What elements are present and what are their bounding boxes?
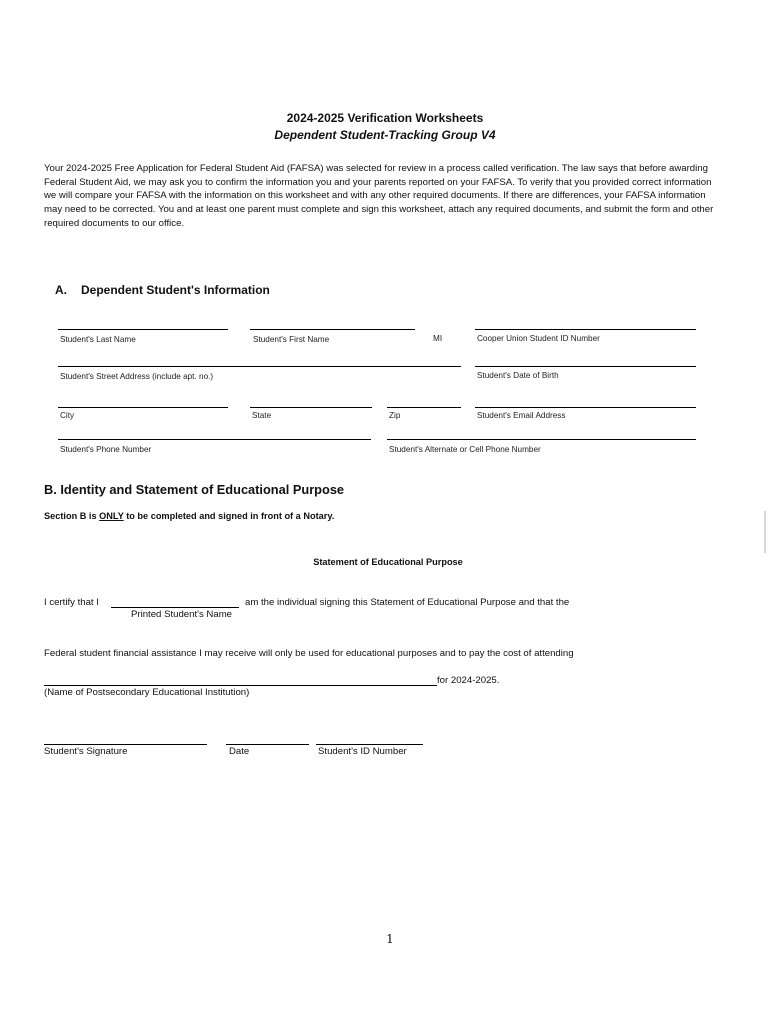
section-a-letter: A. [55, 283, 67, 297]
notary-emphasis: ONLY [99, 511, 124, 521]
notary-prefix: Section B is [44, 511, 100, 521]
section-a-title: Dependent Student's Information [81, 283, 270, 297]
document-title: 2024-2025 Verification Worksheets [286, 111, 484, 125]
student-id-field[interactable] [475, 329, 696, 330]
alt-phone-label: Student's Alternate or Cell Phone Number [389, 445, 541, 454]
street-address-field[interactable] [58, 366, 461, 367]
certify-suffix: am the individual signing this Statement of Educational Purpose and that the [245, 597, 570, 608]
intro-paragraph: Your 2024-2025 Free Application for Federal Student Aid (FAFSA) was selected for review in a process called verification. The law says that before awarding Federal Student Aid, we may ask you to confirm the information you and your parents reported on your FAFSA. To verify that you provided correct information we will compare your FAFSA with the information on this worksheet and with any other required documents. If there are differences, your FAFSA information may need to be corrected. You and at least one parent must complete and sign this worksheet, attach any required documents, and submit the form and other required documents to our office. [44, 163, 714, 229]
signature-label: Student's Signature [44, 746, 128, 757]
phone-field[interactable] [58, 439, 371, 440]
certify-prefix: I certify that I [44, 597, 99, 608]
notary-notice [44, 511, 334, 521]
printed-name-field[interactable] [111, 607, 239, 608]
state-label: State [252, 411, 272, 420]
first-name-field[interactable] [250, 329, 415, 330]
document-subtitle: Dependent Student-Tracking Group V4 [274, 128, 496, 142]
zip-label: Zip [389, 411, 401, 420]
student-id-signature-label: Student's ID Number [318, 746, 407, 757]
phone-label: Student's Phone Number [60, 445, 152, 454]
email-field[interactable] [475, 407, 696, 408]
date-of-birth-label: Student's Date of Birth [477, 371, 559, 380]
page-number: 1 [386, 932, 394, 946]
date-of-birth-field[interactable] [475, 366, 696, 367]
mi-label: MI [433, 334, 443, 343]
section-b-heading: B. Identity and Statement of Educational Purpose [44, 482, 345, 497]
state-field[interactable] [250, 407, 372, 408]
first-name-label: Student's First Name [253, 335, 330, 344]
institution-label: (Name of Postsecondary Educational Institution) [44, 687, 250, 698]
zip-field[interactable] [387, 407, 461, 408]
student-id-signature-field[interactable] [316, 744, 423, 745]
city-label: City [60, 411, 75, 420]
for-year-text: for 2024-2025. [437, 675, 500, 686]
alt-phone-field[interactable] [387, 439, 696, 440]
printed-name-label: Printed Student's Name [131, 609, 233, 620]
street-address-label: Student's Street Address (include apt. no.) [60, 372, 214, 381]
signature-field[interactable] [44, 744, 207, 745]
federal-statement: Federal student financial assistance I may receive will only be used for educational purposes and to pay the cost of attending [44, 648, 574, 659]
notary-suffix: to be completed and signed in front of a Notary. [123, 511, 335, 521]
last-name-label: Student's Last Name [60, 335, 136, 344]
email-label: Student's Email Address [477, 411, 566, 420]
last-name-field[interactable] [58, 329, 228, 330]
scrollbar-edge [764, 511, 766, 553]
statement-heading: Statement of Educational Purpose [313, 557, 463, 567]
section-a-heading [55, 283, 270, 297]
institution-name-field[interactable] [44, 685, 437, 686]
date-label: Date [229, 746, 250, 757]
city-field[interactable] [58, 407, 228, 408]
student-id-label: Cooper Union Student ID Number [477, 334, 600, 343]
date-field[interactable] [226, 744, 309, 745]
